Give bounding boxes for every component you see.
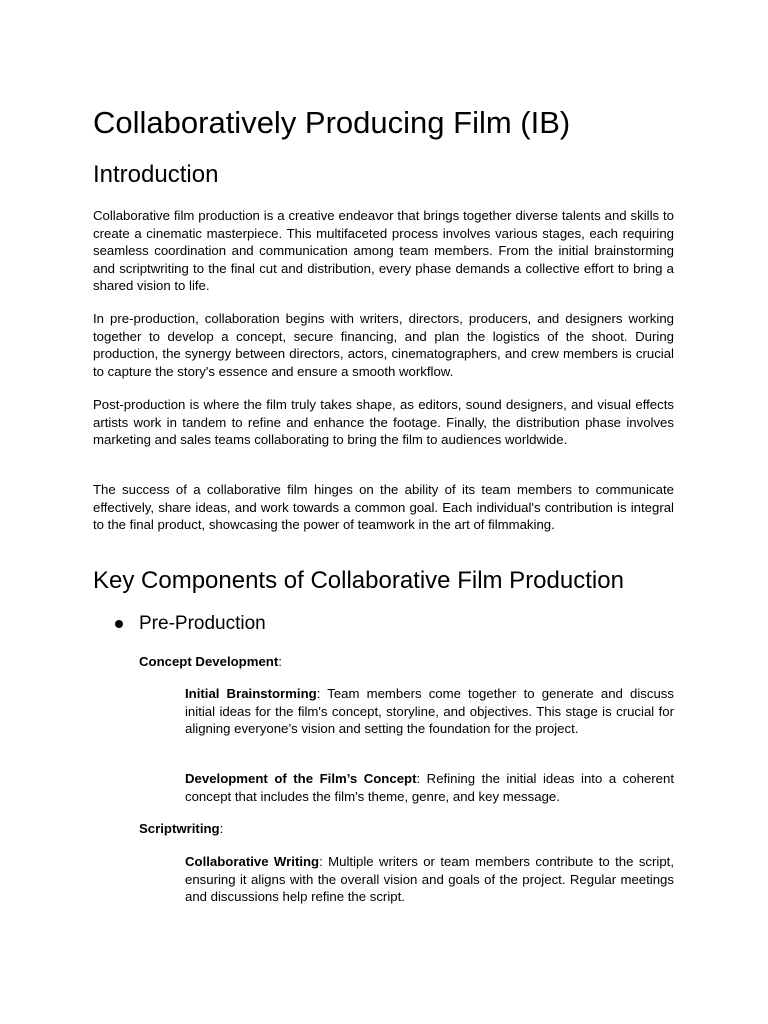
document-title: Collaboratively Producing Film (IB) <box>93 105 571 140</box>
item-initial-brainstorming <box>185 685 674 738</box>
item-term: Collaborative Writing <box>185 854 320 869</box>
subheading-concept-development <box>139 653 282 671</box>
subheading-suffix: : <box>219 821 224 836</box>
bullet-dot-icon <box>115 620 123 628</box>
bullet-label: Pre-Production <box>139 613 266 634</box>
item-text: : Multiple writers or team members contribute to the script, ensuring it aligns with the overall vision and goals of the project. Regular meetings and discussions help refine the script. <box>185 854 674 905</box>
subheading-suffix: : <box>278 654 282 669</box>
subheading-label: Scriptwriting <box>139 821 220 836</box>
section-heading-key-components: Key Components of Collaborative Film Production <box>93 567 624 594</box>
intro-paragraph-4: The success of a collaborative film hinges on the ability of its team members to communicate effectively, share ideas, and work towards a common goal. Each individual's contribution is integral to the final product, showcasing the power of teamwork in the art of filmmaking. <box>93 482 674 533</box>
intro-paragraph-3: Post-production is where the film truly takes shape, as editors, sound designers, and visual effects artists work in tandem to refine and enhance the footage. Finally, the distribution phase involves marketing and sales teams collaborating to bring the film to audiences worldwide. <box>93 397 674 448</box>
subheading-label: Concept Development <box>139 654 279 669</box>
item-text: : Team members come together to generate and discuss initial ideas for the film's concept, storyline, and objectives. This stage is crucial for aligning everyone’s vision and setting the foundation for the project. <box>185 686 674 737</box>
item-term: Development of the Film’s Concept <box>185 771 417 786</box>
intro-paragraph-1: Collaborative film production is a creative endeavor that brings together diverse talents and skills to create a cinematic masterpiece. This multifaceted process involves various stages, each requiring seamless coordination and communication among team members. From the initial brainstorming and scriptwriting to the final cut and distribution, every phase demands a collective effort to bring a shared vision to life. <box>93 208 674 294</box>
item-development-of-concept <box>185 770 674 805</box>
item-collaborative-writing <box>185 853 674 906</box>
item-term: Initial Brainstorming <box>185 686 317 701</box>
bullet-pre-production <box>115 612 266 636</box>
intro-paragraph-2: In pre-production, collaboration begins with writers, directors, producers, and designers working together to develop a concept, secure financing, and plan the logistics of the shoot. During production, the synergy between directors, actors, cinematographers, and crew members is crucial to capture the story's essence and ensure a smooth workflow. <box>93 311 674 379</box>
subheading-scriptwriting <box>139 820 223 838</box>
item-text: : Refining the initial ideas into a coherent concept that includes the film's theme, genre, and key message. <box>185 771 674 804</box>
section-heading-introduction: Introduction <box>93 161 219 188</box>
